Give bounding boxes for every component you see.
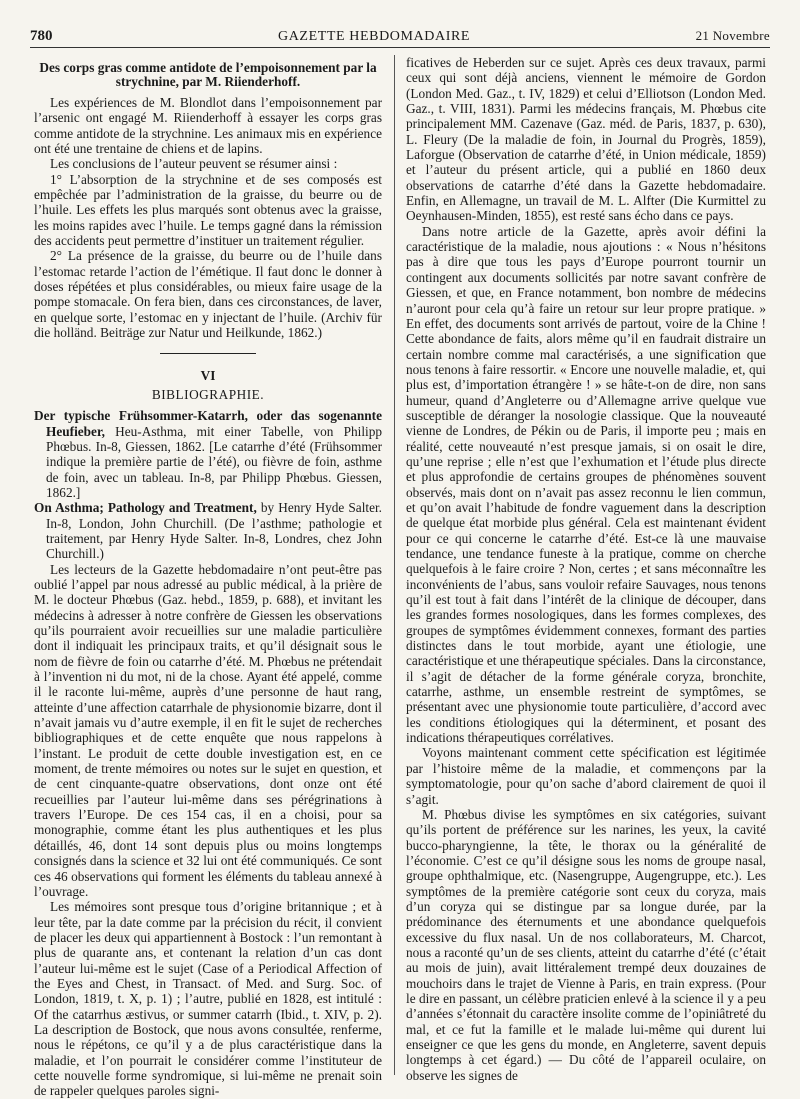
paragraph: Les expériences de M. Blondlot dans l’empoisonnement par l’arsenic ont engagé M. Riienderhoff à essayer les corps gras comme antidote de la strychnine. Les animaux mis en expérience ont été une trentaine de chiens et de lapins. (34, 95, 382, 157)
paragraph: Les mémoires sont presque tous d’origine britannique ; et à leur tête, par la date comme par la précision du récit, il convient de placer les deux qui appartiennent à Bostock : l’un remontant à plus de quarante ans, et contenant la relation d’un cas dont l’auteur lui-même est le sujet (Case of a Periodical Affection of the Eyes and Chest, in Transact. of Med. and Surg. Soc. of London, 1819, t. X, p. 1) ; l’autre, publié en 1828, est intitulé : Of the catarrhus æstivus, or summer catarrh (Ibid., t. XIV, p. 2). La description de Bostock, que nous avons consultée, renferme, nous le répétons, ce qu’il y a de plus caractéristique dans la maladie, et l’on pourrait le considérer comme l’instituteur de cette nouvelle forme syndromique, si lui-même ne prenait soin de rappeler quelques paroles signi- (34, 899, 382, 1099)
paragraph: 2° La présence de la graisse, du beurre ou de l’huile dans l’estomac retarde l’action de l’émétique. Il faut donc le donner à doses répétées et plus considérables, ou mieux faire usage de la pompe stomacale. On fera bien, dans ces circonstances, de laver, en quelque sorte, l’estomac en y injectant de l’huile. (Archiv für die holländ. Beiträge zur Natur und Heilkunde, 1862.) (34, 248, 382, 341)
paragraph: M. Phœbus divise les symptômes en six catégories, suivant qu’ils portent de préférence sur les narines, les yeux, la cavité bucco-pharyngienne, la tête, le thorax ou la généralité de l’économie. C’est ce qu’il désigne sous les noms de groupe nasal, groupe ophthalmique, etc. (Nasengruppe, Augengruppe, etc.). Les symptômes de la première catégorie sont ceux du coryza, mais d’un coryza qui se distingue par sa longue durée, par la prédominance des éternuments et une abondance quelquefois excessive du flux nasal. Un de nos collaborateurs, M. Charcot, nous a raconté qu’un de ses clients, atteint du catarrhe d’été (c’était au mois de juin), avait littéralement trempé deux douzaines de mouchoirs dans le trajet de Vienne à Paris, en train express. (Pour le dire en passant, un célèbre praticien enlevé à la science il y a peu d’années s’étonnait du caractère insolite comme de l’opiniâtreté du mal, et ce fut la famille et le malade lui-même qui durent lui enseigner ce que les gens du monde, en Angleterre, savent depuis longtemps à cet égard.) — Du côté de l’appareil oculaire, on observe les signes de (406, 806, 766, 1083)
right-column (406, 55, 766, 1083)
paragraph: Les conclusions de l’auteur peuvent se résumer ainsi : (50, 156, 338, 172)
paragraph: ficatives de Heberden sur ce sujet. Après ces deux travaux, parmi ceux qui sont déjà anciens, viennent le mémoire de Gordon (London Med. Gaz., t. IV, 1829) et celui d’Elliotson (London Med. Gaz., t. VIII, 1831). Parmi les médecins français, M. Phœbus cite principalement MM. Cazenave (Gaz. méd. de Paris, 1837, p. 630), L. Fleury (De la maladie de foin, in Journal du Progrès, 1859), Laforgue (Observation de catarrhe d’été, in Union médicale, 1859) et l’auteur du présent article, qui a publié en 1860 deux observations de catarrhe d’été dans la Gazette hebdomadaire. Enfin, en Allemagne, un travail de M. L. Alfter (Die Kurmittel zu Oeynhausen-Minden, 1855), est resté sans écho dans ce pays. (406, 55, 766, 224)
bibliography-entry (34, 500, 382, 561)
column-divider (394, 55, 395, 1075)
journal-title: GAZETTE HEBDOMADAIRE (278, 29, 471, 44)
paragraph: Voyons maintenant comment cette spécification est légitimée par l’histoire même de la maladie, et commençons par la symptomatologie, pour qu’on sache d’abord clairement de quoi il s’agit. (406, 745, 766, 807)
header-rule (30, 47, 770, 48)
bibliography-entry (34, 408, 382, 500)
section-title: BIBLIOGRAPHIE. (151, 386, 265, 402)
paragraph: 1° L’absorption de la strychnine et de ses composés est empêchée par l’administration de la graisse, du beurre ou de l’huile. Les effets les plus marqués sont obtenus avec la graisse, les moins rapides avec l’huile. Le temps gagné dans la rémission des accidents peut permettre d’instituer un traitement régulier. (34, 171, 382, 249)
article-title: Des corps gras comme antidote de l’empoisonnement par la strychnine, par M. Riienderhoff. (39, 60, 377, 89)
issue-date: 21 Novembre (695, 28, 770, 43)
bib-body: by Henry Hyde Salter. In-8, London, John Churchill. (De l’asthme; pathologie et traitement, par Henry Hyde Salter. In-8, Londres, chez John Churchill.) (46, 500, 383, 562)
bib-title: Der typische Frühsommer-Katarrh, oder das sogenannte Heufieber, (34, 408, 382, 439)
paragraph: Dans notre article de la Gazette, après avoir défini la caractéristique de la maladie, nous ajoutions : « Nous n’hésitons pas à dire que tous les pays d’Europe pourront tournir un contingent aux documents sollicités par notre savant confrère de Giessen, et que, en France notamment, bon nombre de médecins n’auront pour cela qu’à faire un retour sur leur propre pratique. » En effet, des documents sont arrivés de partout, voire de la Chine ! Cette abondance de faits, alors même qu’il en faudrait distraire un certain nombre comme mal caractérisés, a une signification que nous tenons à faire ressortir. « Encore une nouvelle maladie, et, qui plus est, d’importation étrangère ! » se hâte-t-on de dire, non sans humeur, quand d’Angleterre ou d’Allemagne arrive quelque vue susceptible de déranger la nosologie classique. Que la nouveauté vienne de Londres, de Pékin ou de Paris, il importe peu ; mais en réalité, cette nouveauté n’est presque jamais, si on osait le dire, qu’une reprise ; elle n’est que l’exhumation et l’étude plus directe et plus approfondie de certains groupes de phénomènes souvent observés, mais dont on n’avait pas assez reconnu le lien commun, et qu’on avait l’habitude de fondre vaguement dans la description de quelque état morbide plus général. Cela est maintenant évident pour ce qui concerne le catarrhe d’été. Est-ce là une mauvaise tendance, une tendance funeste à la pratique, comme on cherche quelquefois à le faire croire ? Non, certes ; et sans méconnaître les inconvénients de l’abus, sans vouloir refaire Sauvages, nous tenons qu’il est tout à fait dans l’intérêt de la clinique de découper, dans les grandes formes nosologiques, dans les formes complexes, des groupes de symptômes évidemment connexes, formant des parties distinctes dans le tout morbide, ayant une étiologie, une caractéristique et une thérapeutique spéciales. Dans la circonstance, il s’agit de détacher de la forme générale coryza, bronchite, catarrhe, asthme, un ensemble restreint de symptômes, se présentant avec une physionomie toute particulière, d’accord avec les conditions étiologiques qui la déterminent, et posant des indications thérapeutiques corrélatives. (406, 223, 766, 746)
paragraph: Les lecteurs de la Gazette hebdomadaire n’ont peut-être pas oublié l’appel par nous adressé au public médical, à la prière de M. le docteur Phœbus (Gaz. hebd., 1859, p. 688), et invitant les médecins à adresser à notre confrère de Giessen les observations qu’ils pourraient avoir recueillies sur une maladie particulière dont il indiquait les principaux traits, et qu’il désignait sous le nom de fièvre de foin ou catarrhe d’été. M. Phœbus ne prétendait à l’invention ni du mot, ni de la chose. Ayant été appelé, comme il le raconte lui-même, auprès d’une personne de haut rang, atteinte d’une affection catarrhale de physionomie bizarre, dont il n’avait jamais vu d’autre exemple, il en fit le sujet de recherches bibliographiques et de cette enquête que nous rappelons à l’instant. Le produit de cette double investigation est, en ce moment, de trente mémoires ou notes sur le sujet en question, et de cent cinquante-quatre observations, dont onze ont été recueillies par l’auteur lui-même dans ses pérégrinations à travers l’Europe. De ces 154 cas, il en a choisi, pour sa monographie, comme étant les plus authentiques et les plus détaillés, 46, dont 14 sont depuis plus ou moins longtemps consignés dans la science et 32 lui ont été communiqués. Ce sont ces 46 observations qui forment les éléments du tableau annexé à l’ouvrage. (34, 561, 382, 899)
page-number: 780 (30, 28, 53, 44)
bib-body: Heu-Asthma, mit einer Tabelle, von Philipp Phœbus. In-8, Giessen, 1862. [Le catarrhe d’été (Frühsommer indique la première partie de l’été), ou fièvre de foin, asthme de foin, avec un tableau. In-8, par Philipp Phœbus. Giessen, 1862.] (46, 423, 382, 500)
section-number: VI (200, 367, 216, 383)
bib-title: On Asthma; Pathology and Treatment, (34, 500, 257, 516)
running-header (30, 28, 770, 44)
section-rule (160, 353, 256, 354)
left-column (34, 55, 383, 1099)
